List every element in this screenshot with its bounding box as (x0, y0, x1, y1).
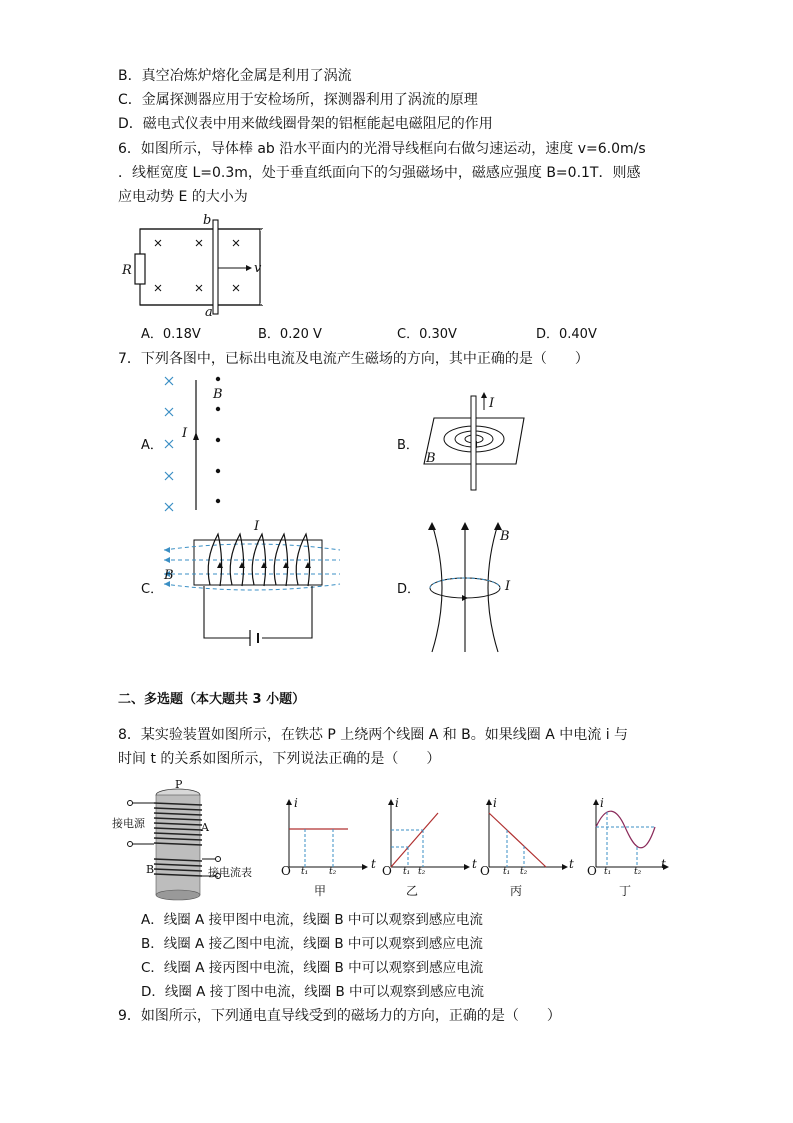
q9-stem: 9．如图所示，下列通电直导线受到的磁场力的方向，正确的是（ ） (118, 1008, 561, 1024)
q8-bing-t1: t₁ (503, 867, 511, 877)
q8-bing-name: 丙 (510, 884, 523, 898)
q8-yi-t1: t₁ (403, 867, 411, 877)
q7-figure-c (162, 520, 352, 655)
q5-option-b: B．真空冶炼炉熔化金属是利用了涡流 (118, 68, 352, 84)
q6-circuit-figure (118, 212, 268, 320)
q8-ding-t2: t₂ (634, 867, 642, 877)
q8-jia-axis-t: t (371, 857, 376, 871)
q7d-label-b: B (500, 529, 510, 544)
q6-option-d: D．0.40V (536, 327, 597, 342)
q8-yi-axis-i: i (395, 796, 399, 810)
q8-jia-axis-i: i (294, 796, 298, 810)
q8-yi-axis-t: t (472, 857, 477, 871)
q8-graph-jia (278, 795, 368, 875)
q7-figure-b (420, 392, 530, 492)
q8-graph-bing (478, 795, 568, 875)
q8-option-c: C．线圈 A 接丙图中电流，线圈 B 中可以观察到感应电流 (141, 960, 484, 976)
q7a-label-i: I (182, 426, 188, 441)
q7-label-b: B． (397, 438, 419, 453)
q6-label-a: a (205, 305, 213, 320)
q7d-label-i: I (505, 579, 511, 594)
q7b-label-i: I (489, 396, 495, 411)
q8-iron-core-figure (118, 775, 278, 900)
q6-option-c: C．0.30V (397, 327, 457, 342)
section-heading-multiple-choice: 二、多选题（本大题共 3 小题） (118, 692, 306, 707)
q8-bing-axis-i: i (493, 796, 497, 810)
q6-label-b: b (203, 213, 212, 228)
q8-stem-line1: 8．某实验装置如图所示，在铁芯 P 上绕两个线圈 A 和 B。如果线圈 A 中电流 i 与 (118, 727, 629, 743)
q8-label-p: P (175, 778, 183, 791)
q8-label-a: A (201, 821, 209, 834)
q8-jia-t1: t₁ (301, 867, 309, 877)
q6-label-r: R (122, 263, 132, 278)
q7-label-a: A． (141, 438, 163, 453)
q6-option-a: A．0.18V (141, 327, 201, 342)
q8-ding-axis-i: i (600, 796, 604, 810)
q7b-label-b: B (426, 451, 436, 466)
q8-label-b: B (146, 863, 155, 876)
q7-label-c: C． (141, 582, 164, 597)
q8-yi-name: 乙 (406, 884, 419, 898)
q5-option-d: D．磁电式仪表中用来做线圈骨架的铝框能起电磁阻尼的作用 (118, 116, 493, 132)
q6-option-b: B．0.20 V (258, 327, 322, 342)
q8-ding-name: 丁 (619, 884, 632, 898)
q6-label-v: v (254, 261, 262, 276)
q8-jia-origin: O (281, 864, 291, 878)
q8-ding-t1: t₁ (604, 867, 612, 877)
q8-ding-origin: O (587, 864, 597, 878)
q7-stem: 7．下列各图中，已标出电流及电流产生磁场的方向，其中正确的是（ ） (118, 351, 589, 367)
q8-yi-t2: t₂ (418, 867, 426, 877)
q7a-label-b: B (213, 387, 223, 402)
q6-stem-line2: ．线框宽度 L=0.3m，处于垂直纸面向下的匀强磁场中，磁感应强度 B=0.1T．则感 (118, 165, 641, 181)
q8-bing-origin: O (480, 864, 490, 878)
q8-option-b: B．线圈 A 接乙图中电流，线圈 B 中可以观察到感应电流 (141, 936, 483, 952)
q8-label-meter: 接电流表 (208, 866, 252, 879)
q8-jia-t2: t₂ (329, 867, 337, 877)
q8-bing-t2: t₂ (520, 867, 528, 877)
q8-option-d: D．线圈 A 接丁图中电流，线圈 B 中可以观察到感应电流 (141, 984, 485, 1000)
q8-label-power: 接电源 (112, 817, 145, 830)
q7c-label-i: I (254, 519, 260, 534)
q8-jia-name: 甲 (314, 884, 327, 898)
q8-yi-origin: O (382, 864, 392, 878)
q8-bing-axis-t: t (569, 857, 574, 871)
q8-ding-axis-t: t (661, 857, 666, 871)
q7-label-d: D． (397, 582, 421, 597)
q6-stem-line3: 应电动势 E 的大小为 (118, 189, 248, 205)
q8-graph-yi (380, 795, 470, 875)
q8-option-a: A．线圈 A 接甲图中电流，线圈 B 中可以观察到感应电流 (141, 912, 483, 928)
q8-stem-line2: 时间 t 的关系如图所示，下列说法正确的是（ ） (118, 751, 441, 767)
q5-option-c: C．金属探测器应用于安检场所，探测器利用了涡流的原理 (118, 92, 478, 108)
q7c-label-b: B (164, 568, 174, 583)
q6-stem-line1: 6．如图所示，导体棒 ab 沿水平面内的光滑导线框向右做匀速运动，速度 v=6.0m/s (118, 141, 646, 157)
